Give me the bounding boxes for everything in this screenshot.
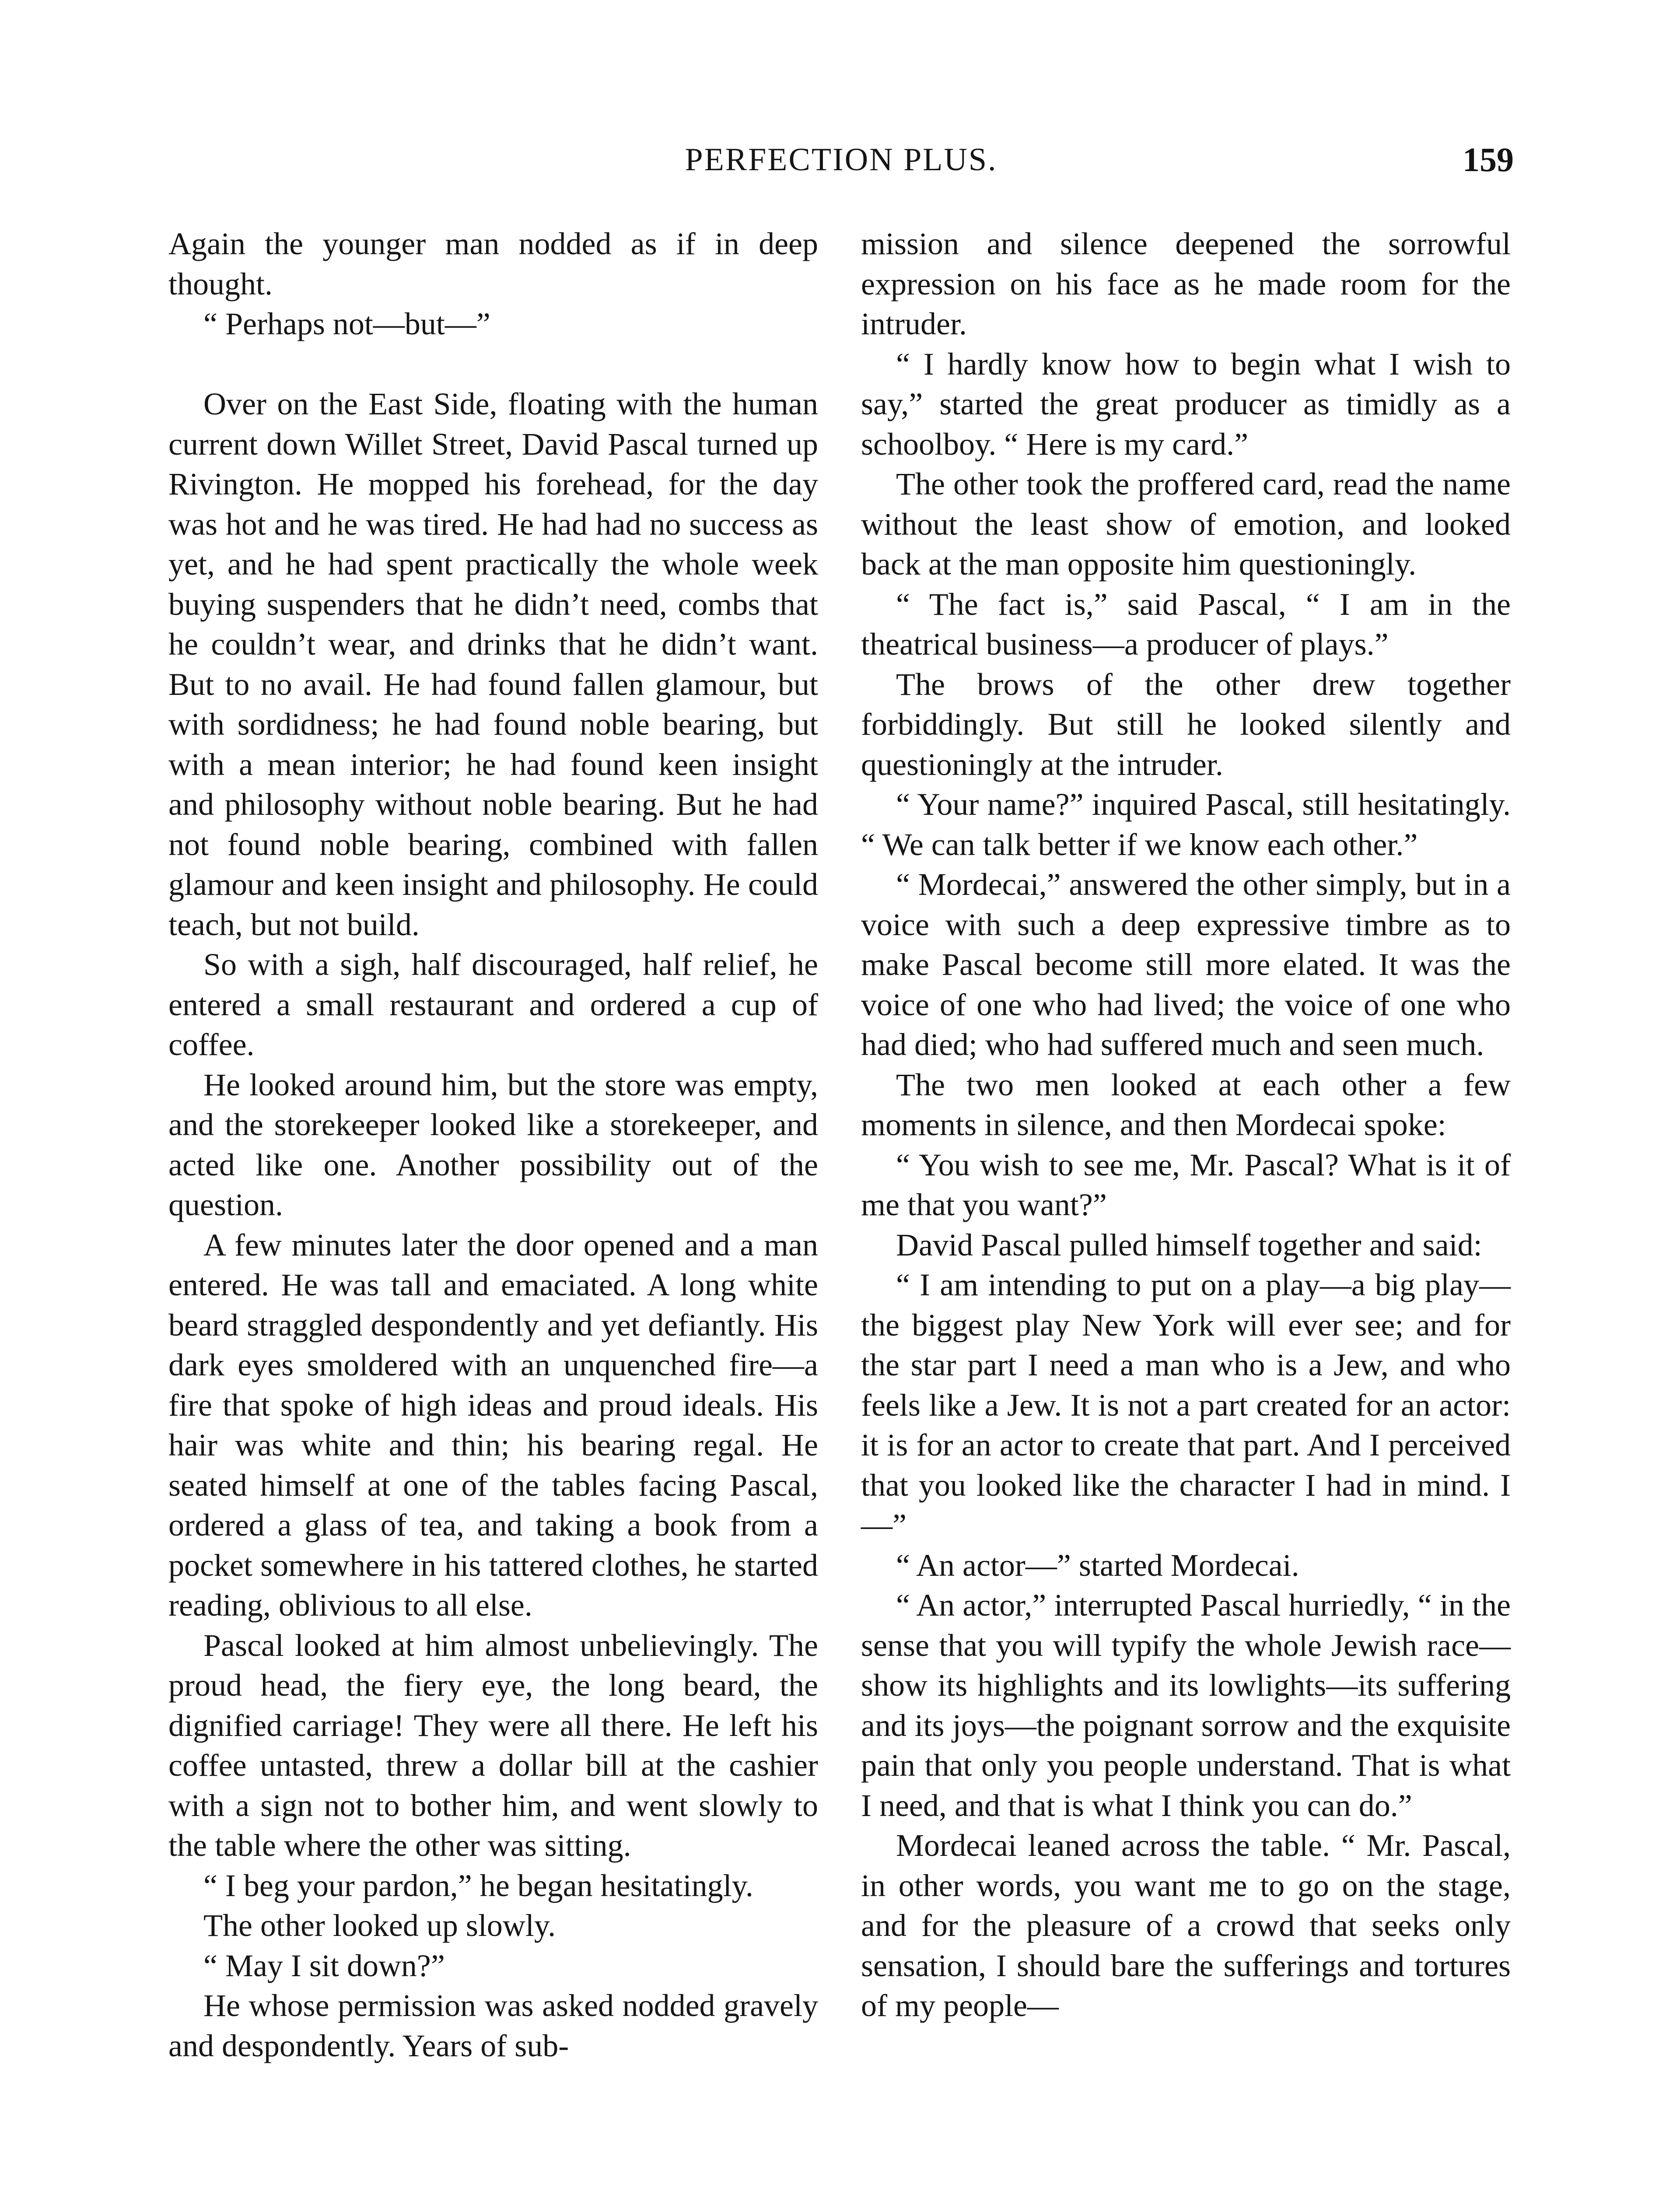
paragraph: Mordecai leaned across the table. “ Mr. Pascal, in other words, you want me to go on the stage, and for the pleasure of a crowd that seeks only sensation, I should bare the sufferings and tortures of my people— [861, 1828, 1511, 2023]
page-header [168, 136, 1514, 184]
paragraph: “ Your name?” inquired Pascal, still hesitatingly. “ We can talk better if we know each other.” [861, 787, 1511, 862]
paragraph: David Pascal pulled himself together and said: [896, 1227, 1482, 1262]
paragraph: “ Perhaps not—but—” [203, 306, 490, 341]
paragraph: A few minutes later the door opened and a man entered. He was tall and emaciated. A long white beard straggled despondently and yet defiantly. His dark eyes smoldered with an unquenched fire—a fire that spoke of high ideas and proud ideals. His hair was white and thin; his bearing regal. He seated himself at one of the tables facing Pascal, ordered a glass of tea, and taking a book from a pocket somewhere in his tattered clothes, he started reading, oblivious to all else. [168, 1227, 818, 1623]
paragraph: “ I beg your pardon,” he began hesitatingly. [203, 1868, 753, 1903]
page-number: 159 [1463, 140, 1514, 179]
paragraph: “ An actor—” started Mordecai. [896, 1547, 1299, 1583]
paragraph: So with a sigh, half discouraged, half relief, he entered a small restaurant and ordered a cup of coffee. [168, 947, 818, 1062]
paragraph: Again the younger man nodded as if in deep thought. [168, 226, 818, 302]
paragraph: The other looked up slowly. [203, 1908, 556, 1943]
paragraph: “ May I sit down?” [203, 1948, 445, 1983]
paragraph: He looked around him, but the store was empty, and the storekeeper looked like a storekeeper, and acted like one. Another possibility out of the question. [168, 1067, 818, 1222]
paragraph: He whose permission was asked nodded gravely and despondently. Years of sub- [168, 1988, 818, 2063]
running-title: PERFECTION PLUS. [685, 142, 998, 178]
paragraph: “ I am intending to put on a play—a big play—the biggest play New York will ever see; and for the star part I need a man who is a Jew, and who feels like a Jew. It is not a part created for an actor: it is for an actor to create that part. And I perceived that you looked like the character I had in mind. I—” [861, 1267, 1511, 1543]
paragraph: The brows of the other drew together forbiddingly. But still he looked silently and questioningly at the intruder. [861, 666, 1511, 782]
paragraph: The other took the proffered card, read the name without the least show of emotion, and looked back at the man opposite him questioningly. [861, 466, 1511, 582]
paragraph: “ Mordecai,” answered the other simply, but in a voice with such a deep expressive timbre as to make Pascal become still more elated. It was the voice of one who had lived; the voice of one who had died; who had suffered much and seen much. [861, 867, 1511, 1062]
right-text-column [861, 224, 1511, 2026]
paragraph: Pascal looked at him almost unbelievingly. The proud head, the fiery eye, the long beard, the dignified carriage! They were all there. He left his coffee untasted, threw a dollar bill at the cashier with a sign not to bother him, and went slowly to the table where the other was sitting. [168, 1627, 818, 1863]
paragraph: “ You wish to see me, Mr. Pascal? What is it of me that you want?” [861, 1147, 1511, 1222]
paragraph: “ An actor,” interrupted Pascal hurriedly, “ in the sense that you will typify the whole Jewish race—show its highlights and its lowlights—its suffering and its joys—the poignant sorrow and the exquisite pain that only you people understand. That is what I need, and that is what I think you can do.” [861, 1588, 1511, 1823]
paragraph: “ I hardly know how to begin what I wish to say,” started the great producer as timidly as a schoolboy. “ Here is my card.” [861, 346, 1511, 462]
paragraph: The two men looked at each other a few moments in silence, and then Mordecai spoke: [861, 1067, 1511, 1142]
paragraph: Over on the East Side, floating with the human current down Willet Street, David Pascal turned up Rivington. He mopped his forehead, for the day was hot and he was tired. He had had no success as yet, and he had spent practically the whole week buying suspenders that he didn’t need, combs that he couldn’t wear, and drinks that he didn’t want. But to no avail. He had found fallen glamour, but with sordidness; he had found noble bearing, but with a mean interior; he had found keen insight and philosophy without noble bearing. But he had not found noble bearing, combined with fallen glamour and keen insight and philosophy. He could teach, but not build. [168, 386, 818, 942]
paragraph: mission and silence deepened the sorrowful expression on his face as he made room for the intruder. [861, 226, 1511, 341]
paragraph: “ The fact is,” said Pascal, “ I am in the theatrical business—a producer of plays.” [861, 586, 1511, 662]
left-text-column [168, 224, 818, 2066]
